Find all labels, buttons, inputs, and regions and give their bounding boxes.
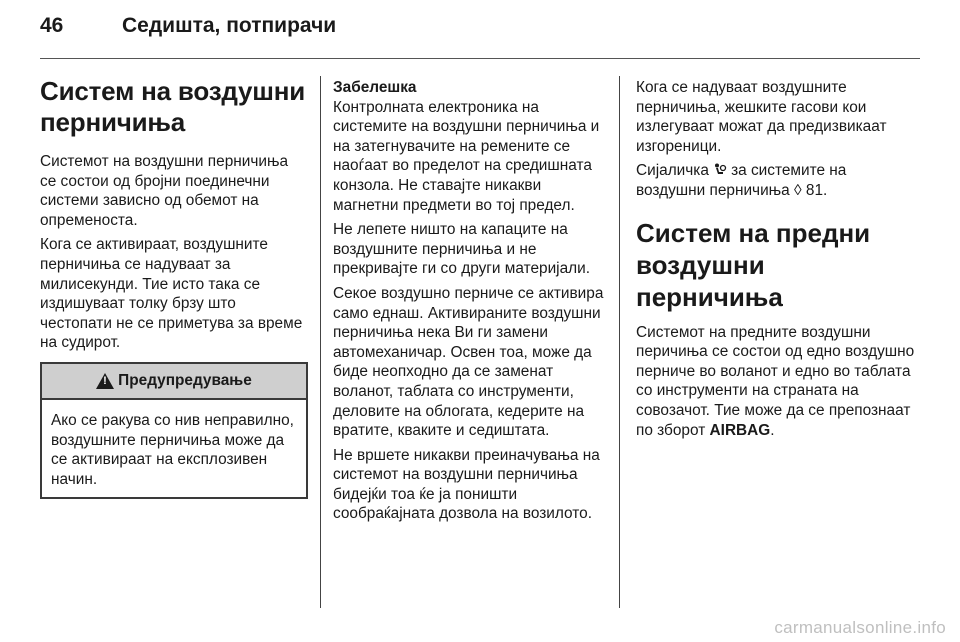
column-3 <box>636 78 916 445</box>
paragraph: Системот на воздушни перничиња се состои од бројни поединечни системи зависно од обемот на опременоста. <box>40 153 289 229</box>
airbag-word: AIRBAG <box>709 421 771 439</box>
ref-text: за системите на воздушни перничиња <box>636 162 847 199</box>
paragraph: Не вршете никакви преиначувања на системот на воздушни перничиња бидејќи тоа ќе ја поништи сообраќајната дозвола на возилото. <box>333 446 600 523</box>
paragraph: Не лепете ништо на капаците на воздушните перничиња и не прекривајте ги со други материјали. <box>333 221 591 278</box>
paragraph: Кога се активираат, воздушните перничиња се надуваат за милисекунди. Тие исто така се издишуваат толку брзу што честопати не се приметува за време на судирот. <box>40 236 303 352</box>
airbag-indicator-icon <box>713 162 731 178</box>
note-title: Забелешка <box>333 79 417 96</box>
warning-text: Ако се ракува со нив неправилно, воздушните перничиња може да се активираат на експлозивен начин. <box>51 411 294 488</box>
page-ref-arrow-icon: ◊ <box>794 181 802 199</box>
column-divider-right <box>619 76 620 608</box>
warning-box <box>40 362 308 499</box>
ref-text: Сијаличка <box>636 162 709 180</box>
header-rule <box>40 58 920 59</box>
page-ref-number[interactable]: 81. <box>805 181 828 199</box>
column-2 <box>333 78 607 529</box>
column-1 <box>40 76 308 499</box>
watermark: carmanualsonline.info <box>774 618 946 637</box>
warning-title: Предупредување <box>118 372 252 390</box>
running-title: Седишта, потпирачи <box>122 14 337 37</box>
paragraph-text: Системот на предните воздушни перичиња се состои од едно воздушно перниче во воланот и едно во таблата со инструменти на страната на совозачот. Тие може да се препознаат по зборот <box>636 323 915 439</box>
paragraph: Кога се надуваат воздушните перничиња, жешките гасови кои излегуваат можат да предизвикаат изгореници. <box>636 79 887 155</box>
cross-reference <box>636 161 916 200</box>
warning-header <box>42 364 306 400</box>
warning-triangle-icon <box>96 373 114 389</box>
paragraph: Контролната електроника на системите на воздушни перничиња и на затегнувачите на ремените се наоѓаат во пределот на средишната конзола. Не ставајте никакви магнетни предмети во тој предел. <box>333 98 600 214</box>
page-header <box>40 14 336 38</box>
section-heading-front-airbags: Систем на предни воздушни перничиња <box>636 217 871 312</box>
paragraph <box>636 323 916 441</box>
paragraph: Секое воздушно перниче се активира само еднаш. Активираните воздушни перничиња нека Ви ги замени автомеханичар. Освен тоа, може да биде неопходно да се заменат воланот, таблата со инструменти, деловите на облогата, кедерите на вратите, кваките и седиштата. <box>333 284 604 440</box>
page-number: 46 <box>40 14 64 37</box>
column-divider-left <box>320 76 321 608</box>
period: . <box>770 421 775 439</box>
section-heading-airbag-system: Систем на воздушни перничиња <box>40 76 306 137</box>
